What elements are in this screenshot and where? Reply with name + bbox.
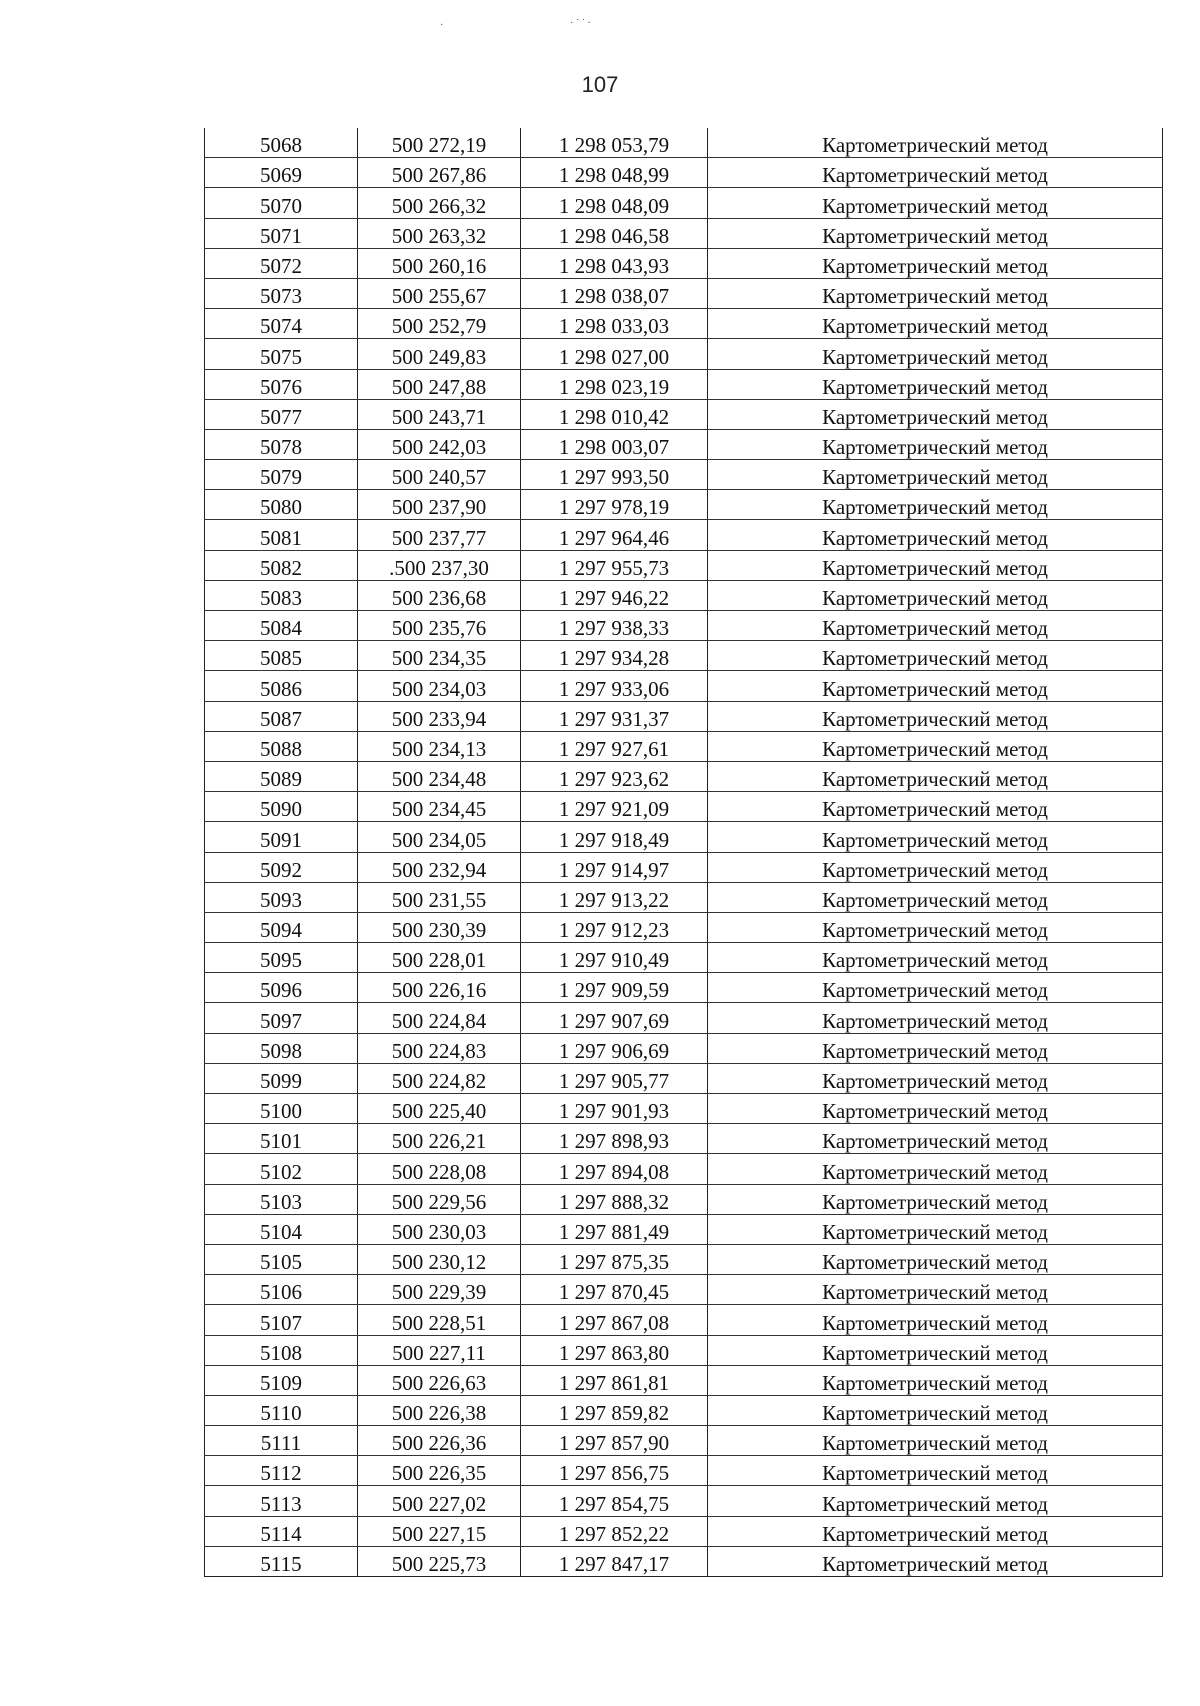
x-coordinate-cell: 500 231,55 (358, 882, 521, 912)
point-number-cell: 5092 (205, 852, 358, 882)
y-coordinate-cell: 1 297 859,82 (521, 1395, 708, 1425)
x-coordinate-cell: 500 234,48 (358, 761, 521, 791)
table-row (205, 1395, 1163, 1425)
x-coordinate-cell: 500 226,38 (358, 1395, 521, 1425)
method-cell: Картометрический метод (708, 399, 1163, 429)
x-coordinate-cell: 500 260,16 (358, 248, 521, 278)
x-coordinate-cell: 500 232,94 (358, 852, 521, 882)
x-coordinate-cell: 500 263,32 (358, 218, 521, 248)
x-coordinate-cell: 500 226,35 (358, 1456, 521, 1486)
x-coordinate-cell: 500 230,39 (358, 912, 521, 942)
x-coordinate-cell: 500 234,35 (358, 641, 521, 671)
method-cell: Картометрический метод (708, 701, 1163, 731)
x-coordinate-cell: 500 226,36 (358, 1426, 521, 1456)
y-coordinate-cell: 1 297 881,49 (521, 1214, 708, 1244)
method-cell: Картометрический метод (708, 309, 1163, 339)
table-row (205, 1214, 1163, 1244)
scan-artifact: · ˙ ˙ · (570, 18, 591, 29)
table-row (205, 1305, 1163, 1335)
table-row (205, 1094, 1163, 1124)
x-coordinate-cell: 500 242,03 (358, 429, 521, 459)
table-row (205, 218, 1163, 248)
x-coordinate-cell: 500 229,39 (358, 1275, 521, 1305)
method-cell: Картометрический метод (708, 1094, 1163, 1124)
table-row (205, 1456, 1163, 1486)
coordinates-table-body (205, 128, 1163, 1577)
point-number-cell: 5105 (205, 1244, 358, 1274)
y-coordinate-cell: 1 297 898,93 (521, 1124, 708, 1154)
x-coordinate-cell: 500 249,83 (358, 339, 521, 369)
point-number-cell: 5103 (205, 1184, 358, 1214)
y-coordinate-cell: 1 297 901,93 (521, 1094, 708, 1124)
method-cell: Картометрический метод (708, 1124, 1163, 1154)
table-row (205, 369, 1163, 399)
method-cell: Картометрический метод (708, 1335, 1163, 1365)
point-number-cell: 5111 (205, 1426, 358, 1456)
table-row (205, 550, 1163, 580)
table-row (205, 1335, 1163, 1365)
point-number-cell: 5085 (205, 641, 358, 671)
point-number-cell: 5091 (205, 822, 358, 852)
method-cell: Картометрический метод (708, 1063, 1163, 1093)
table-row (205, 912, 1163, 942)
method-cell: Картометрический метод (708, 1365, 1163, 1395)
point-number-cell: 5073 (205, 278, 358, 308)
point-number-cell: 5108 (205, 1335, 358, 1365)
x-coordinate-cell: 500 267,86 (358, 158, 521, 188)
method-cell: Картометрический метод (708, 1214, 1163, 1244)
method-cell: Картометрический метод (708, 1546, 1163, 1576)
x-coordinate-cell: 500 237,90 (358, 490, 521, 520)
point-number-cell: 5112 (205, 1456, 358, 1486)
point-number-cell: 5098 (205, 1033, 358, 1063)
point-number-cell: 5114 (205, 1516, 358, 1546)
scan-artifact: · (440, 20, 444, 31)
x-coordinate-cell: 500 226,21 (358, 1124, 521, 1154)
x-coordinate-cell: 500 227,11 (358, 1335, 521, 1365)
point-number-cell: 5068 (205, 128, 358, 158)
y-coordinate-cell: 1 298 048,99 (521, 158, 708, 188)
point-number-cell: 5110 (205, 1395, 358, 1425)
x-coordinate-cell: 500 227,15 (358, 1516, 521, 1546)
x-coordinate-cell: 500 233,94 (358, 701, 521, 731)
method-cell: Картометрический метод (708, 731, 1163, 761)
point-number-cell: 5083 (205, 580, 358, 610)
y-coordinate-cell: 1 297 913,22 (521, 882, 708, 912)
table-row (205, 1546, 1163, 1576)
y-coordinate-cell: 1 297 918,49 (521, 822, 708, 852)
y-coordinate-cell: 1 298 003,07 (521, 429, 708, 459)
point-number-cell: 5086 (205, 671, 358, 701)
method-cell: Картометрический метод (708, 671, 1163, 701)
method-cell: Картометрический метод (708, 1184, 1163, 1214)
x-coordinate-cell: 500 234,13 (358, 731, 521, 761)
point-number-cell: 5077 (205, 399, 358, 429)
table-row (205, 339, 1163, 369)
y-coordinate-cell: 1 297 856,75 (521, 1456, 708, 1486)
point-number-cell: 5081 (205, 520, 358, 550)
point-number-cell: 5070 (205, 188, 358, 218)
method-cell: Картометрический метод (708, 1275, 1163, 1305)
table-row (205, 1124, 1163, 1154)
point-number-cell: 5076 (205, 369, 358, 399)
y-coordinate-cell: 1 297 852,22 (521, 1516, 708, 1546)
method-cell: Картометрический метод (708, 520, 1163, 550)
table-row (205, 1184, 1163, 1214)
method-cell: Картометрический метод (708, 1244, 1163, 1274)
x-coordinate-cell: 500 224,84 (358, 1003, 521, 1033)
table-row (205, 248, 1163, 278)
table-row (205, 158, 1163, 188)
table-row (205, 943, 1163, 973)
table-row (205, 1003, 1163, 1033)
method-cell: Картометрический метод (708, 1426, 1163, 1456)
y-coordinate-cell: 1 298 046,58 (521, 218, 708, 248)
y-coordinate-cell: 1 297 888,32 (521, 1184, 708, 1214)
x-coordinate-cell: 500 225,73 (358, 1546, 521, 1576)
page-number: 107 (581, 72, 619, 97)
point-number-cell: 5084 (205, 611, 358, 641)
x-coordinate-cell: 500 240,57 (358, 460, 521, 490)
table-row (205, 580, 1163, 610)
table-row (205, 882, 1163, 912)
table-row (205, 460, 1163, 490)
point-number-cell: 5094 (205, 912, 358, 942)
x-coordinate-cell: 500 237,77 (358, 520, 521, 550)
point-number-cell: 5093 (205, 882, 358, 912)
y-coordinate-cell: 1 297 870,45 (521, 1275, 708, 1305)
point-number-cell: 5104 (205, 1214, 358, 1244)
method-cell: Картометрический метод (708, 1154, 1163, 1184)
y-coordinate-cell: 1 298 033,03 (521, 309, 708, 339)
y-coordinate-cell: 1 297 910,49 (521, 943, 708, 973)
method-cell: Картометрический метод (708, 1395, 1163, 1425)
y-coordinate-cell: 1 297 964,46 (521, 520, 708, 550)
y-coordinate-cell: 1 297 857,90 (521, 1426, 708, 1456)
table-row (205, 1426, 1163, 1456)
y-coordinate-cell: 1 297 978,19 (521, 490, 708, 520)
table-row (205, 1516, 1163, 1546)
x-coordinate-cell: 500 266,32 (358, 188, 521, 218)
y-coordinate-cell: 1 297 909,59 (521, 973, 708, 1003)
y-coordinate-cell: 1 297 946,22 (521, 580, 708, 610)
y-coordinate-cell: 1 297 938,33 (521, 611, 708, 641)
x-coordinate-cell: 500 225,40 (358, 1094, 521, 1124)
table-row (205, 641, 1163, 671)
method-cell: Картометрический метод (708, 1516, 1163, 1546)
table-row (205, 792, 1163, 822)
table-row (205, 611, 1163, 641)
y-coordinate-cell: 1 298 048,09 (521, 188, 708, 218)
point-number-cell: 5072 (205, 248, 358, 278)
x-coordinate-cell: 500 243,71 (358, 399, 521, 429)
point-number-cell: 5109 (205, 1365, 358, 1395)
table-row (205, 1365, 1163, 1395)
table-row (205, 1275, 1163, 1305)
table-row (205, 671, 1163, 701)
point-number-cell: 5080 (205, 490, 358, 520)
point-number-cell: 5113 (205, 1486, 358, 1516)
x-coordinate-cell: 500 224,83 (358, 1033, 521, 1063)
y-coordinate-cell: 1 297 931,37 (521, 701, 708, 731)
table-row (205, 761, 1163, 791)
x-coordinate-cell: 500 234,03 (358, 671, 521, 701)
y-coordinate-cell: 1 297 993,50 (521, 460, 708, 490)
y-coordinate-cell: 1 297 933,06 (521, 671, 708, 701)
method-cell: Картометрический метод (708, 1003, 1163, 1033)
y-coordinate-cell: 1 297 861,81 (521, 1365, 708, 1395)
table-row (205, 973, 1163, 1003)
point-number-cell: 5097 (205, 1003, 358, 1033)
method-cell: Картометрический метод (708, 429, 1163, 459)
y-coordinate-cell: 1 297 867,08 (521, 1305, 708, 1335)
x-coordinate-cell: 500 235,76 (358, 611, 521, 641)
table-row (205, 490, 1163, 520)
point-number-cell: 5101 (205, 1124, 358, 1154)
point-number-cell: 5096 (205, 973, 358, 1003)
table-row (205, 822, 1163, 852)
y-coordinate-cell: 1 298 043,93 (521, 248, 708, 278)
y-coordinate-cell: 1 297 955,73 (521, 550, 708, 580)
y-coordinate-cell: 1 297 934,28 (521, 641, 708, 671)
method-cell: Картометрический метод (708, 278, 1163, 308)
method-cell: Картометрический метод (708, 973, 1163, 1003)
method-cell: Картометрический метод (708, 792, 1163, 822)
point-number-cell: 5075 (205, 339, 358, 369)
table-row (205, 309, 1163, 339)
table-row (205, 1033, 1163, 1063)
table-row (205, 731, 1163, 761)
point-number-cell: 5095 (205, 943, 358, 973)
method-cell: Картометрический метод (708, 761, 1163, 791)
point-number-cell: 5090 (205, 792, 358, 822)
y-coordinate-cell: 1 297 905,77 (521, 1063, 708, 1093)
table-row (205, 128, 1163, 158)
point-number-cell: 5089 (205, 761, 358, 791)
method-cell: Картометрический метод (708, 339, 1163, 369)
table-row (205, 1063, 1163, 1093)
point-number-cell: 5088 (205, 731, 358, 761)
table-row (205, 399, 1163, 429)
x-coordinate-cell: 500 234,05 (358, 822, 521, 852)
point-number-cell: 5100 (205, 1094, 358, 1124)
table-row (205, 520, 1163, 550)
coordinates-table (204, 128, 1163, 1577)
y-coordinate-cell: 1 298 053,79 (521, 128, 708, 158)
method-cell: Картометрический метод (708, 882, 1163, 912)
y-coordinate-cell: 1 297 894,08 (521, 1154, 708, 1184)
method-cell: Картометрический метод (708, 369, 1163, 399)
table-row (205, 1244, 1163, 1274)
table-row (205, 1486, 1163, 1516)
table-row (205, 278, 1163, 308)
method-cell: Картометрический метод (708, 490, 1163, 520)
point-number-cell: 5078 (205, 429, 358, 459)
x-coordinate-cell: 500 227,02 (358, 1486, 521, 1516)
method-cell: Картометрический метод (708, 641, 1163, 671)
method-cell: Картометрический метод (708, 912, 1163, 942)
point-number-cell: 5079 (205, 460, 358, 490)
y-coordinate-cell: 1 298 038,07 (521, 278, 708, 308)
y-coordinate-cell: 1 297 921,09 (521, 792, 708, 822)
table-row (205, 188, 1163, 218)
x-coordinate-cell: 500 226,16 (358, 973, 521, 1003)
point-number-cell: 5074 (205, 309, 358, 339)
method-cell: Картометрический метод (708, 611, 1163, 641)
x-coordinate-cell: 500 228,08 (358, 1154, 521, 1184)
x-coordinate-cell: 500 272,19 (358, 128, 521, 158)
x-coordinate-cell: 500 252,79 (358, 309, 521, 339)
method-cell: Картометрический метод (708, 158, 1163, 188)
method-cell: Картометрический метод (708, 248, 1163, 278)
method-cell: Картометрический метод (708, 580, 1163, 610)
y-coordinate-cell: 1 297 875,35 (521, 1244, 708, 1274)
x-coordinate-cell: 500 230,03 (358, 1214, 521, 1244)
y-coordinate-cell: 1 297 914,97 (521, 852, 708, 882)
x-coordinate-cell: 500 236,68 (358, 580, 521, 610)
y-coordinate-cell: 1 298 023,19 (521, 369, 708, 399)
y-coordinate-cell: 1 297 863,80 (521, 1335, 708, 1365)
method-cell: Картометрический метод (708, 188, 1163, 218)
x-coordinate-cell: 500 228,51 (358, 1305, 521, 1335)
y-coordinate-cell: 1 297 912,23 (521, 912, 708, 942)
y-coordinate-cell: 1 297 906,69 (521, 1033, 708, 1063)
y-coordinate-cell: 1 298 027,00 (521, 339, 708, 369)
method-cell: Картометрический метод (708, 1033, 1163, 1063)
point-number-cell: 5087 (205, 701, 358, 731)
point-number-cell: 5099 (205, 1063, 358, 1093)
y-coordinate-cell: 1 298 010,42 (521, 399, 708, 429)
method-cell: Картометрический метод (708, 1305, 1163, 1335)
x-coordinate-cell: 500 224,82 (358, 1063, 521, 1093)
y-coordinate-cell: 1 297 854,75 (521, 1486, 708, 1516)
table-row (205, 429, 1163, 459)
point-number-cell: 5071 (205, 218, 358, 248)
table-row (205, 852, 1163, 882)
method-cell: Картометрический метод (708, 852, 1163, 882)
x-coordinate-cell: 500 230,12 (358, 1244, 521, 1274)
point-number-cell: 5107 (205, 1305, 358, 1335)
y-coordinate-cell: 1 297 927,61 (521, 731, 708, 761)
x-coordinate-cell: .500 237,30 (358, 550, 521, 580)
x-coordinate-cell: 500 228,01 (358, 943, 521, 973)
point-number-cell: 5115 (205, 1546, 358, 1576)
x-coordinate-cell: 500 255,67 (358, 278, 521, 308)
table-row (205, 701, 1163, 731)
method-cell: Картометрический метод (708, 1486, 1163, 1516)
y-coordinate-cell: 1 297 907,69 (521, 1003, 708, 1033)
x-coordinate-cell: 500 229,56 (358, 1184, 521, 1214)
method-cell: Картометрический метод (708, 943, 1163, 973)
y-coordinate-cell: 1 297 847,17 (521, 1546, 708, 1576)
method-cell: Картометрический метод (708, 822, 1163, 852)
method-cell: Картометрический метод (708, 218, 1163, 248)
method-cell: Картометрический метод (708, 550, 1163, 580)
method-cell: Картометрический метод (708, 128, 1163, 158)
x-coordinate-cell: 500 247,88 (358, 369, 521, 399)
point-number-cell: 5069 (205, 158, 358, 188)
x-coordinate-cell: 500 226,63 (358, 1365, 521, 1395)
y-coordinate-cell: 1 297 923,62 (521, 761, 708, 791)
x-coordinate-cell: 500 234,45 (358, 792, 521, 822)
point-number-cell: 5102 (205, 1154, 358, 1184)
method-cell: Картометрический метод (708, 1456, 1163, 1486)
method-cell: Картометрический метод (708, 460, 1163, 490)
table-row (205, 1154, 1163, 1184)
point-number-cell: 5082 (205, 550, 358, 580)
point-number-cell: 5106 (205, 1275, 358, 1305)
